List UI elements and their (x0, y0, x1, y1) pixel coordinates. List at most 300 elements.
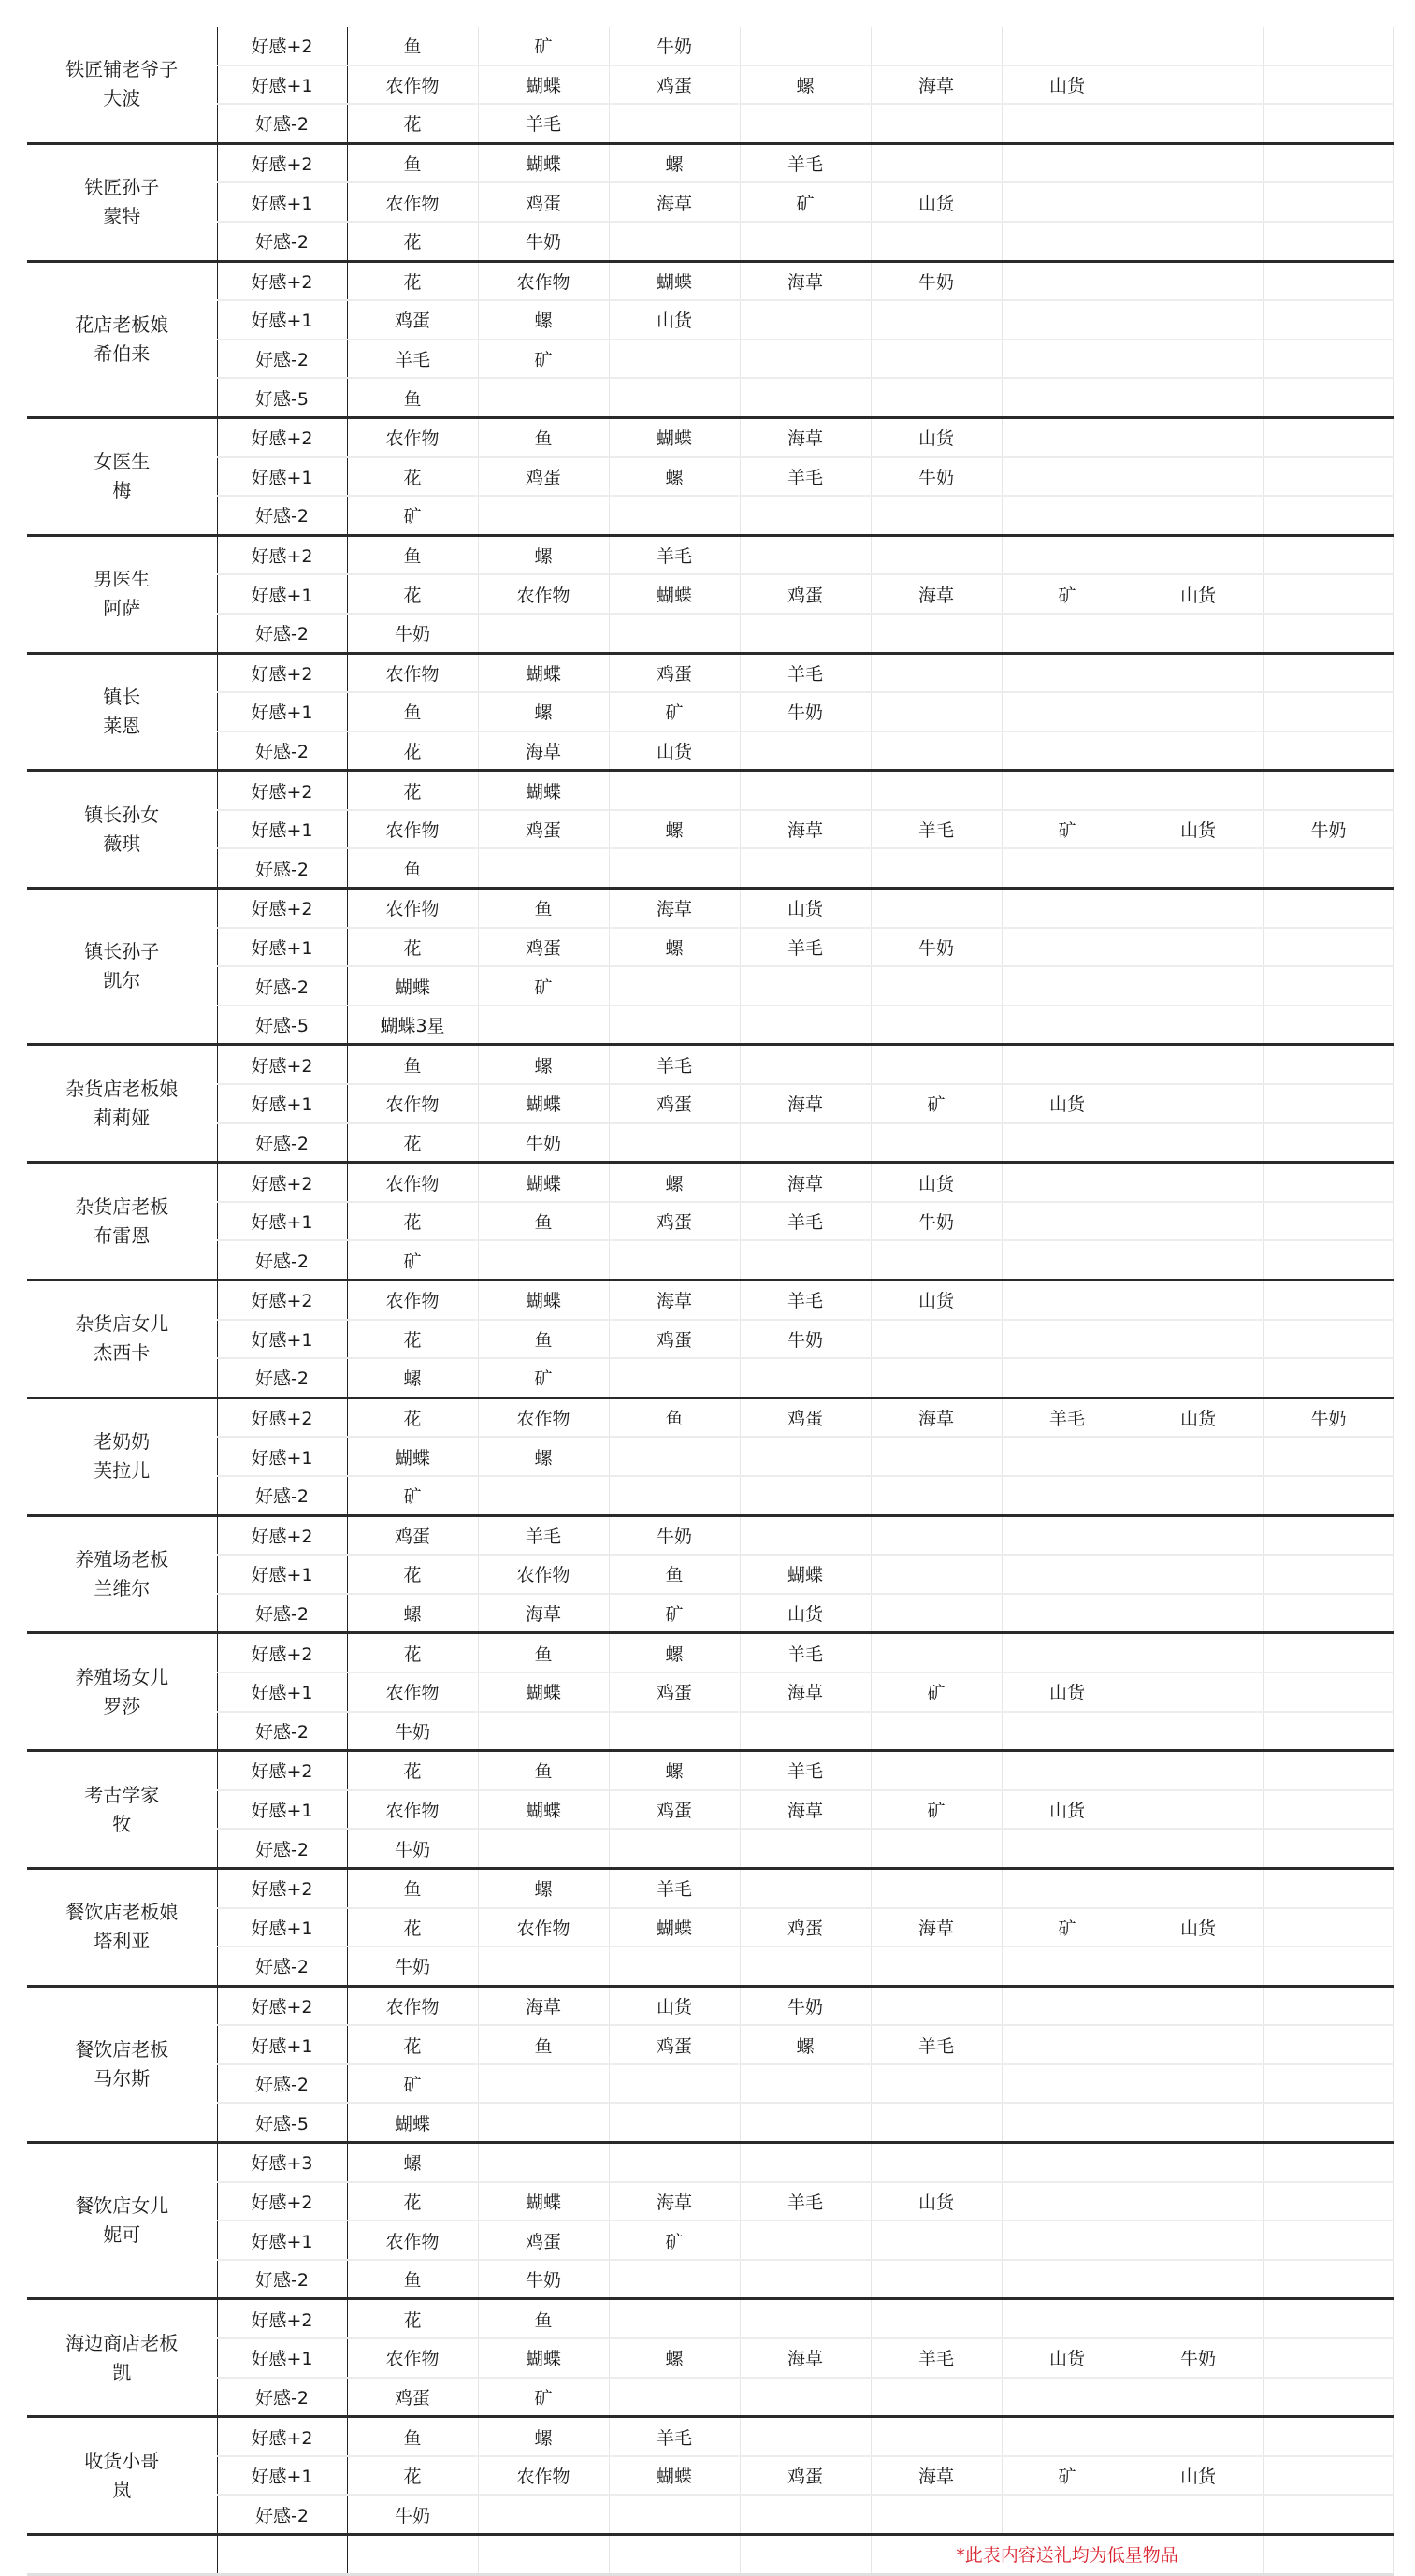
npc-role: 女医生 (94, 450, 151, 473)
gift-item-cell (1263, 1476, 1393, 1515)
gift-item-cell: 鱼 (478, 1320, 609, 1359)
npc-name-cell (27, 143, 217, 261)
table-row (27, 848, 1393, 888)
gift-item-cell (609, 2378, 740, 2417)
gift-item-cell: 蝴蝶 (478, 65, 609, 105)
gift-item-cell (1263, 27, 1393, 65)
gift-item-cell: 牛奶 (871, 928, 1002, 967)
gift-item-cell (740, 1868, 871, 1907)
gift-item-cell (740, 771, 871, 810)
gift-item-cell: 羊毛 (740, 653, 871, 692)
affinity-label: 好感-2 (217, 614, 347, 653)
npc-role: 养殖场女儿 (75, 1665, 169, 1688)
gift-item-cell: 农作物 (347, 1672, 478, 1712)
affinity-label: 好感+1 (217, 457, 347, 497)
affinity-label: 好感-2 (217, 731, 347, 771)
gift-item-cell: 海草 (871, 65, 1002, 105)
gift-item-cell (1263, 2025, 1393, 2064)
gift-item-cell (1133, 1594, 1263, 1633)
gift-item-cell: 羊毛 (740, 928, 871, 967)
gift-item-cell (1002, 417, 1133, 456)
gift-item-cell (740, 1946, 871, 1986)
gift-item-cell (478, 2064, 609, 2104)
gift-item-cell (871, 966, 1002, 1006)
gift-item-cell (1263, 261, 1393, 300)
gift-item-cell (1002, 2103, 1133, 2142)
gift-item-cell: 蝴蝶 (478, 1163, 609, 1202)
gift-item-cell (1002, 771, 1133, 810)
npc-name-cell (27, 27, 217, 143)
affinity-label: 好感-2 (217, 1358, 347, 1397)
npc-name-cell (27, 1868, 217, 1986)
gift-item-cell (478, 1712, 609, 1751)
gift-item-cell: 鸡蛋 (740, 574, 871, 614)
gift-item-cell (1263, 1829, 1393, 1868)
affinity-label: 好感-5 (217, 378, 347, 417)
gift-item-cell (1002, 2221, 1133, 2260)
affinity-label: 好感+1 (217, 1555, 347, 1594)
gift-item-cell (740, 2064, 871, 2104)
gift-item-cell (1133, 1281, 1263, 1320)
gift-item-cell (871, 1633, 1002, 1672)
gift-item-cell: 羊毛 (609, 1868, 740, 1907)
gift-item-cell (1133, 2143, 1263, 2182)
gift-item-cell (1133, 692, 1263, 731)
gift-item-cell (1263, 65, 1393, 105)
gift-item-cell: 山货 (871, 182, 1002, 222)
gift-item-cell (1002, 2143, 1133, 2182)
gift-item-cell: 花 (347, 2299, 478, 2338)
gift-item-cell (1133, 1555, 1263, 1594)
gift-item-cell (1002, 1633, 1133, 1672)
gift-item-cell (1002, 457, 1133, 497)
npc-name-cell (27, 2417, 217, 2535)
gift-item-cell (1002, 731, 1133, 771)
gift-item-cell: 矿 (1002, 1908, 1133, 1947)
gift-item-cell: 鸡蛋 (609, 653, 740, 692)
table-row (27, 1281, 1393, 1320)
gift-item-cell: 山货 (871, 2182, 1002, 2221)
gift-item-cell: 螺 (347, 2143, 478, 2182)
npc-name: 阿萨 (103, 597, 141, 620)
gift-item-cell (1133, 2103, 1263, 2142)
gift-item-cell (1002, 340, 1133, 379)
gift-item-cell (871, 496, 1002, 535)
gift-item-cell (1263, 574, 1393, 614)
gift-item-cell: 蝴蝶 (478, 2182, 609, 2221)
gift-item-cell (1133, 1790, 1263, 1830)
gift-item-cell: 螺 (609, 928, 740, 967)
gift-item-cell: 牛奶 (740, 692, 871, 731)
gift-item-cell (478, 848, 609, 888)
gift-item-cell (1263, 417, 1393, 456)
npc-name: 莉莉娅 (94, 1106, 151, 1129)
affinity-label: 好感+1 (217, 574, 347, 614)
gift-item-cell (871, 2378, 1002, 2417)
gift-item-cell (740, 27, 871, 65)
table-row (27, 1045, 1393, 1084)
gift-item-cell (609, 1829, 740, 1868)
gift-item-cell (871, 653, 1002, 692)
gift-item-cell: 山货 (1133, 810, 1263, 849)
gift-item-cell: 蝴蝶 (478, 2338, 609, 2378)
npc-name-cell (27, 653, 217, 771)
gift-item-cell (1133, 65, 1263, 105)
npc-role: 养殖场老板 (75, 1547, 169, 1570)
gift-item-cell: 山货 (1133, 1397, 1263, 1437)
gift-item-cell (871, 300, 1002, 340)
gift-item-cell: 矿 (609, 692, 740, 731)
affinity-label: 好感-2 (217, 1829, 347, 1868)
gift-item-cell (609, 1946, 740, 1986)
gift-item-cell (609, 2143, 740, 2182)
gift-item-cell (871, 104, 1002, 143)
affinity-label: 好感-2 (217, 2495, 347, 2534)
gift-item-cell (1002, 653, 1133, 692)
affinity-label: 好感+2 (217, 143, 347, 182)
gift-item-cell (1263, 1240, 1393, 1280)
gift-item-cell: 花 (347, 1555, 478, 1594)
gift-item-cell (1263, 378, 1393, 417)
empty-cell (478, 2535, 609, 2575)
table-row (27, 692, 1393, 731)
gift-item-cell (740, 731, 871, 771)
gift-item-cell (1002, 692, 1133, 731)
gift-item-cell: 矿 (1002, 810, 1133, 849)
table-row (27, 1555, 1393, 1594)
gift-item-cell (1133, 653, 1263, 692)
gift-item-cell: 鸡蛋 (609, 1202, 740, 1241)
gift-item-cell (871, 1045, 1002, 1084)
gift-item-cell (1263, 1202, 1393, 1241)
affinity-label: 好感+1 (217, 2221, 347, 2260)
table-row (27, 1946, 1393, 1986)
gift-item-cell (1263, 222, 1393, 261)
table-row (27, 2378, 1393, 2417)
gift-item-cell (609, 378, 740, 417)
table-row (27, 182, 1393, 222)
gift-item-cell: 花 (347, 2182, 478, 2221)
gift-item-cell: 牛奶 (871, 261, 1002, 300)
gift-item-cell (871, 535, 1002, 574)
gift-item-cell: 花 (347, 1320, 478, 1359)
gift-item-cell: 螺 (609, 1633, 740, 1672)
gift-item-cell: 矿 (347, 1476, 478, 1515)
npc-name: 罗莎 (103, 1694, 141, 1717)
gift-item-cell (1133, 1986, 1263, 2025)
gift-item-cell (1133, 1868, 1263, 1907)
table-row (27, 2456, 1393, 2496)
gift-item-cell: 海草 (871, 1397, 1002, 1437)
npc-role: 杂货店老板娘 (65, 1077, 179, 1100)
gift-item-cell (478, 496, 609, 535)
gift-item-cell (478, 1946, 609, 1986)
gift-item-cell (1263, 2064, 1393, 2104)
gift-item-cell (1263, 731, 1393, 771)
gift-item-cell: 矿 (347, 496, 478, 535)
gift-item-cell (1002, 1515, 1133, 1555)
gift-item-cell (740, 1240, 871, 1280)
affinity-label: 好感+2 (217, 2182, 347, 2221)
gift-item-cell: 羊毛 (740, 1751, 871, 1790)
gift-item-cell (1263, 1986, 1393, 2025)
gift-item-cell (1002, 2025, 1133, 2064)
gift-item-cell: 蝴蝶 (609, 2456, 740, 2496)
gift-item-cell (1263, 2260, 1393, 2299)
empty-cell (27, 2535, 217, 2575)
gift-item-cell (1263, 340, 1393, 379)
affinity-label: 好感+2 (217, 889, 347, 928)
gift-item-cell: 螺 (478, 1045, 609, 1084)
affinity-label: 好感+2 (217, 653, 347, 692)
affinity-label: 好感+1 (217, 928, 347, 967)
gift-item-cell (1263, 300, 1393, 340)
gift-item-cell (1002, 1281, 1133, 1320)
gift-item-cell (871, 1829, 1002, 1868)
npc-name: 杰西卡 (94, 1341, 151, 1365)
gift-item-cell (1002, 1202, 1133, 1241)
empty-cell (217, 2535, 347, 2575)
gift-item-cell: 螺 (609, 2338, 740, 2378)
table-row (27, 457, 1393, 497)
gift-item-cell (1263, 692, 1393, 731)
gift-item-cell: 矿 (871, 1790, 1002, 1830)
affinity-label: 好感+2 (217, 2299, 347, 2338)
gift-item-cell (740, 378, 871, 417)
footnote: *此表内容送礼均为低星物品 (871, 2535, 1263, 2575)
gift-item-cell (1133, 457, 1263, 497)
gift-item-cell (1263, 848, 1393, 888)
gift-item-cell (1133, 1320, 1263, 1359)
affinity-label: 好感+1 (217, 1437, 347, 1476)
gift-item-cell (1263, 1633, 1393, 1672)
gift-item-cell: 鱼 (478, 1202, 609, 1241)
gift-item-cell (871, 378, 1002, 417)
affinity-label: 好感-2 (217, 2260, 347, 2299)
gift-item-cell (1263, 1594, 1393, 1633)
gift-item-cell: 农作物 (347, 653, 478, 692)
gift-item-cell (1263, 182, 1393, 222)
gift-item-cell: 山货 (871, 1163, 1002, 1202)
gift-item-cell: 鸡蛋 (478, 810, 609, 849)
gift-item-cell (609, 614, 740, 653)
gift-item-cell: 鸡蛋 (740, 1908, 871, 1947)
gift-item-cell: 海草 (740, 1790, 871, 1830)
affinity-label: 好感-2 (217, 1476, 347, 1515)
gift-item-cell: 螺 (347, 1594, 478, 1633)
gift-item-cell (1263, 1946, 1393, 1986)
gift-item-cell (1263, 1006, 1393, 1045)
gift-item-cell: 蝴蝶 (609, 574, 740, 614)
gift-item-cell (871, 771, 1002, 810)
gift-item-cell (1263, 1790, 1393, 1830)
gift-item-cell: 农作物 (347, 2338, 478, 2378)
npc-name-cell (27, 1045, 217, 1163)
gift-item-cell (1263, 1515, 1393, 1555)
npc-role: 铁匠孙子 (84, 176, 160, 199)
gift-item-cell (871, 1594, 1002, 1633)
gift-item-cell: 蝴蝶3星 (347, 1006, 478, 1045)
empty-cell (347, 2535, 478, 2575)
table-row (27, 574, 1393, 614)
gift-item-cell (1133, 771, 1263, 810)
gift-item-cell: 蝴蝶 (609, 261, 740, 300)
gift-item-cell: 羊毛 (740, 2182, 871, 2221)
gift-item-cell: 螺 (478, 535, 609, 574)
gift-item-cell (871, 1437, 1002, 1476)
gift-item-cell: 螺 (478, 1437, 609, 1476)
gift-item-cell (871, 340, 1002, 379)
npc-name: 马尔斯 (94, 2066, 151, 2090)
npc-name: 芙拉儿 (94, 1459, 151, 1483)
gift-item-cell (1133, 889, 1263, 928)
table-row (27, 1358, 1393, 1397)
gift-item-cell: 鱼 (347, 848, 478, 888)
affinity-label: 好感+1 (217, 692, 347, 731)
gift-item-cell (871, 2260, 1002, 2299)
gift-item-cell (1263, 1868, 1393, 1907)
table-row (27, 535, 1393, 574)
gift-item-cell (609, 1006, 740, 1045)
affinity-label: 好感+1 (217, 1790, 347, 1830)
gift-item-cell: 农作物 (347, 1986, 478, 2025)
gift-item-cell (1263, 1084, 1393, 1123)
gift-item-cell (1263, 1908, 1393, 1947)
table-row (27, 1986, 1393, 2025)
affinity-label: 好感-2 (217, 222, 347, 261)
gift-item-cell (1263, 966, 1393, 1006)
gift-item-cell: 山货 (609, 731, 740, 771)
gift-item-cell: 海草 (740, 2338, 871, 2378)
gift-item-cell: 羊毛 (609, 1045, 740, 1084)
npc-name: 莱恩 (103, 714, 141, 737)
gift-item-cell (871, 731, 1002, 771)
table-row (27, 1320, 1393, 1359)
affinity-label: 好感+1 (217, 1320, 347, 1359)
gift-item-cell (740, 1476, 871, 1515)
gift-item-cell (478, 1240, 609, 1280)
gift-item-cell: 螺 (609, 810, 740, 849)
gift-item-cell: 鱼 (347, 692, 478, 731)
gift-item-cell (609, 1123, 740, 1163)
table-row (27, 1515, 1393, 1555)
empty-cell (740, 2535, 871, 2575)
gift-item-cell: 鱼 (347, 1045, 478, 1084)
gift-item-cell (1263, 2378, 1393, 2417)
gift-item-cell: 螺 (347, 1358, 478, 1397)
affinity-label: 好感-2 (217, 104, 347, 143)
gift-item-cell: 花 (347, 261, 478, 300)
npc-role: 镇长孙子 (84, 940, 160, 963)
gift-item-cell: 牛奶 (609, 27, 740, 65)
npc-name-cell (27, 1397, 217, 1515)
gift-item-cell (871, 2064, 1002, 2104)
gift-item-cell: 鸡蛋 (347, 2378, 478, 2417)
gift-item-cell (1133, 496, 1263, 535)
table-row (27, 1006, 1393, 1045)
gift-item-cell (1263, 1672, 1393, 1712)
gift-item-cell: 螺 (478, 300, 609, 340)
npc-name-cell (27, 1163, 217, 1281)
gift-item-cell: 鱼 (347, 1868, 478, 1907)
gift-item-cell (1002, 1123, 1133, 1163)
gift-item-cell (1002, 261, 1133, 300)
gift-item-cell: 蝴蝶 (347, 2103, 478, 2142)
gift-item-cell (1133, 2299, 1263, 2338)
gift-item-cell: 农作物 (478, 1555, 609, 1594)
gift-item-cell: 农作物 (347, 1790, 478, 1830)
gift-item-cell: 山货 (1002, 1672, 1133, 1712)
gift-item-cell: 鸡蛋 (478, 182, 609, 222)
npc-name: 蒙特 (103, 205, 141, 228)
gift-item-cell: 牛奶 (478, 2260, 609, 2299)
npc-name-cell (27, 2299, 217, 2417)
gift-item-cell: 农作物 (478, 574, 609, 614)
gift-item-cell (1002, 1751, 1133, 1790)
gift-item-cell: 农作物 (478, 1397, 609, 1437)
affinity-label: 好感-2 (217, 1946, 347, 1986)
gift-item-cell: 鸡蛋 (478, 457, 609, 497)
affinity-label: 好感-2 (217, 848, 347, 888)
gift-item-cell: 鱼 (478, 2299, 609, 2338)
gift-item-cell: 山货 (609, 300, 740, 340)
table-row (27, 2338, 1393, 2378)
gift-item-cell: 蝴蝶 (478, 1672, 609, 1712)
gift-item-cell (1133, 222, 1263, 261)
gift-item-cell: 花 (347, 928, 478, 967)
gift-item-cell: 矿 (478, 966, 609, 1006)
gift-item-cell: 花 (347, 1633, 478, 1672)
gift-item-cell (871, 2495, 1002, 2534)
gift-item-cell (609, 1712, 740, 1751)
gift-item-cell (1263, 1358, 1393, 1397)
gift-item-cell (871, 1751, 1002, 1790)
gift-item-cell (609, 104, 740, 143)
table-row (27, 2260, 1393, 2299)
gift-item-cell (1263, 143, 1393, 182)
affinity-label: 好感+2 (217, 1633, 347, 1672)
gift-item-cell: 螺 (609, 1163, 740, 1202)
gift-item-cell: 海草 (609, 1281, 740, 1320)
affinity-label: 好感+2 (217, 261, 347, 300)
gift-item-cell: 螺 (609, 1751, 740, 1790)
gift-item-cell (740, 2103, 871, 2142)
gift-item-cell (740, 104, 871, 143)
gift-item-cell (871, 1006, 1002, 1045)
gift-item-cell: 海草 (740, 417, 871, 456)
table-row (27, 889, 1393, 928)
gift-item-cell: 海草 (740, 1672, 871, 1712)
gift-item-cell: 牛奶 (609, 1515, 740, 1555)
gift-item-cell: 鸡蛋 (609, 1672, 740, 1712)
table-row (27, 496, 1393, 535)
affinity-label: 好感+1 (217, 810, 347, 849)
npc-name-cell (27, 1515, 217, 1633)
gift-item-cell: 矿 (1002, 574, 1133, 614)
table-row (27, 1633, 1393, 1672)
gift-item-cell: 海草 (740, 261, 871, 300)
gift-item-cell (1133, 1515, 1263, 1555)
gift-item-cell (1002, 889, 1133, 928)
gift-item-cell: 农作物 (347, 1281, 478, 1320)
gift-item-cell: 山货 (1133, 1908, 1263, 1947)
gift-item-cell: 螺 (609, 143, 740, 182)
gift-item-cell: 鸡蛋 (347, 300, 478, 340)
gift-item-cell (609, 1240, 740, 1280)
gift-item-cell (1002, 1358, 1133, 1397)
gift-item-cell (1263, 1555, 1393, 1594)
gift-item-cell (1263, 496, 1393, 535)
